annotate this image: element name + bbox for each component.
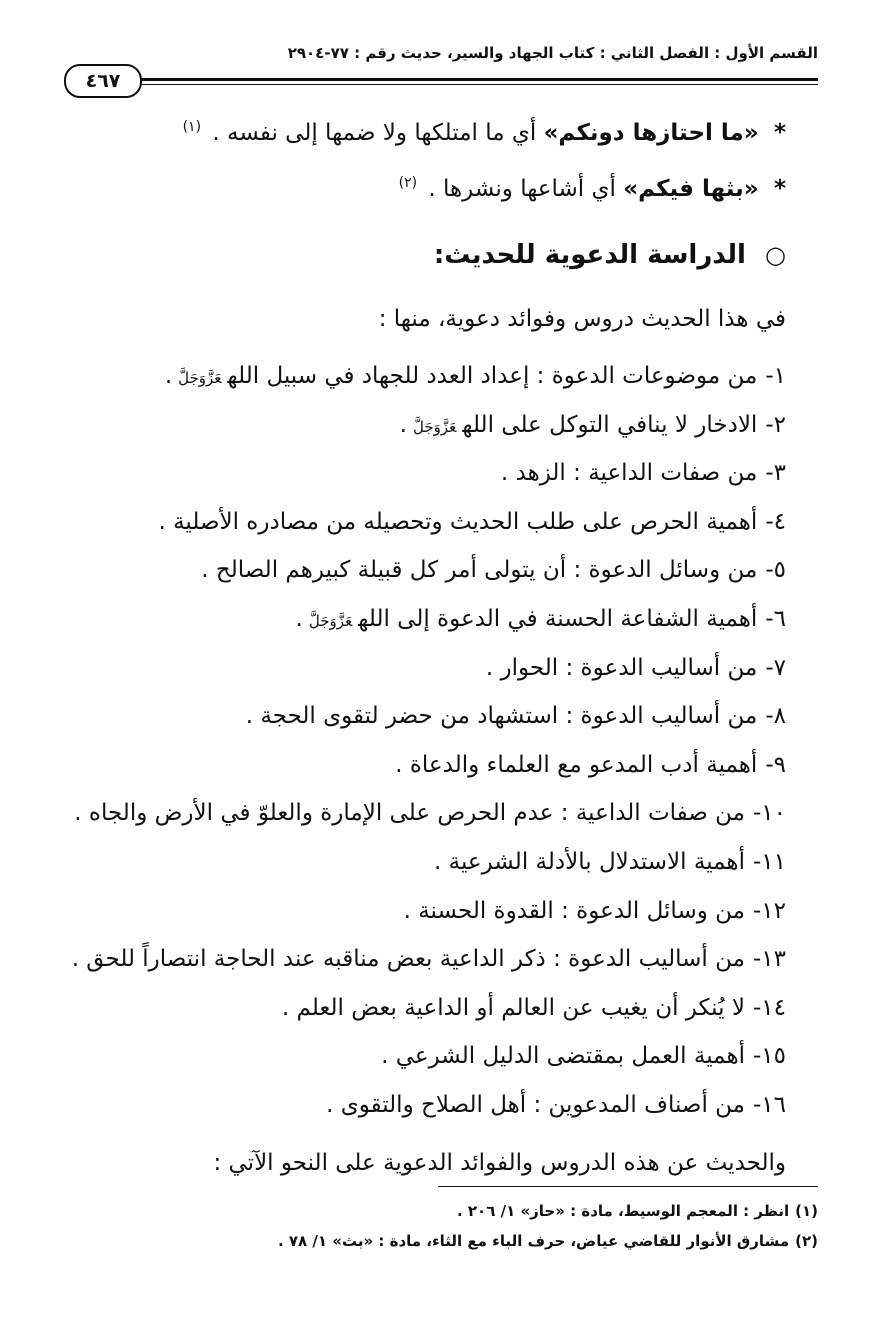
item-text: أهمية الشفاعة الحسنة في الدعوة إلى الله [358,605,758,632]
item-end: . [295,605,303,632]
list-item [100,546,786,595]
item-number: ٤- [765,508,786,535]
item-number: ٩- [765,751,786,778]
gloss-definition: أي ما امتلكها ولا ضمها إلى نفسه . [212,120,537,146]
item-number: ١٤- [752,994,786,1021]
item-text: من وسائل الدعوة : أن يتولى أمر كل قبيلة كبيرهم الصالح . [201,557,758,584]
item-end: . [399,411,407,438]
list-item [100,984,786,1033]
header-rule [140,78,818,85]
footnote-rule [438,1186,818,1187]
item-number: ٦- [765,605,786,632]
item-number: ١٣- [752,946,786,973]
item-number: ٣- [765,460,786,487]
item-number: ١٥- [752,1043,786,1070]
item-text: من أصناف المدعوين : أهل الصلاح والتقوى . [326,1091,745,1118]
item-number: ٥- [765,557,786,584]
main-content [71,110,786,1209]
list-item [71,935,786,984]
section-intro: في هذا الحديث دروس وفوائد دعوية، منها : [378,306,786,332]
item-text: من وسائل الدعوة : القدوة الحسنة . [403,897,745,924]
list-item [100,887,786,936]
list-item [100,1081,786,1130]
item-text: من أساليب الدعوة : الحوار . [485,654,758,681]
item-text: أهمية الاستدلال بالأدلة الشرعية . [433,848,745,875]
item-number: ١١- [752,848,786,875]
item-number: ٧- [765,654,786,681]
item-text: من أساليب الدعوة : استشهاد من حضر لتقوى الحجة . [245,703,758,730]
page-number: ٤٦٧ [64,64,142,98]
list-item [100,498,786,547]
footnote-text: مشارق الأنوار للقاضي عياض، حرف الباء مع الثاء، مادة : «بث» ١/ ٧٨ . [277,1232,790,1250]
gloss-1 [100,110,786,156]
honorific-glyph: عَزَّوَجَلَّ [308,611,353,630]
list-item [100,838,786,887]
closing-paragraph: والحديث عن هذه الدروس والفوائد الدعوية على النحو الآتي : [213,1149,786,1176]
footnote-number: (٢) [795,1232,818,1250]
section-heading-text: الدراسة الدعوية للحديث: [433,240,746,270]
footnotes [150,1196,818,1256]
item-text: لا يُنكر أن يغيب عن العالم أو الداعية بعض العلم . [281,994,745,1021]
item-number: ١٠- [752,800,786,827]
item-number: ١٢- [752,897,786,924]
item-number: ١٦- [752,1091,786,1118]
gloss-definition: أي أشاعها ونشرها . [428,176,616,202]
star-bullet-icon: * [773,176,786,202]
item-text: من موضوعات الدعوة : إعداد العدد للجهاد في سبيل الله [227,363,758,389]
list-item [100,692,786,741]
item-text: أهمية العمل بمقتضى الدليل الشرعي . [381,1043,745,1070]
list-item [74,789,786,838]
footnote-ref: (١) [182,119,202,136]
star-bullet-icon: * [773,120,786,146]
footnote-number: (١) [795,1202,818,1220]
list-item [100,644,786,693]
list-item [100,741,786,790]
item-number: ٢- [765,411,786,438]
honorific-glyph: عَزَّوَجَلَّ [412,417,457,436]
gloss-term: «بثها فيكم» [623,176,759,202]
list-item [100,352,786,401]
lessons-list [71,352,786,1130]
item-text: من صفات الداعية : الزهد . [500,460,758,487]
item-text: من أساليب الدعوة : ذكر الداعية بعض مناقبه عند الحاجة انتصاراً للحق . [71,946,745,973]
item-text: من صفات الداعية : عدم الحرص على الإمارة والعلوّ في الأرض والجاه . [74,800,745,827]
item-number: ١- [765,363,786,389]
footnote-ref: (٢) [398,175,418,192]
list-item [100,401,786,450]
running-header: القسم الأول : الفصل الثاني : كتاب الجهاد والسير، حديث رقم : ٧٧-٢٩٠٤ [287,44,818,62]
item-text: أهمية أدب المدعو مع العلماء والدعاة . [395,751,758,778]
honorific-glyph: عَزَّوَجَلَّ [178,369,222,387]
item-end: . [164,363,173,389]
footnote-2 [150,1226,818,1256]
footnote-text: انظر : المعجم الوسيط، مادة : «حاز» ١/ ٢٠٦ . [456,1202,790,1220]
gloss-2 [100,166,786,212]
footnote-1 [150,1196,818,1226]
item-number: ٨- [765,703,786,730]
item-text: الادخار لا ينافي التوكل على الله [462,411,758,438]
circle-bullet-icon: ○ [765,241,786,269]
item-text: أهمية الحرص على طلب الحديث وتحصيله من مصادره الأصلية . [158,508,758,535]
list-item [100,449,786,498]
list-item [100,595,786,644]
list-item [100,1032,786,1081]
gloss-term: «ما احتازها دونكم» [543,120,759,146]
section-heading [100,232,786,278]
